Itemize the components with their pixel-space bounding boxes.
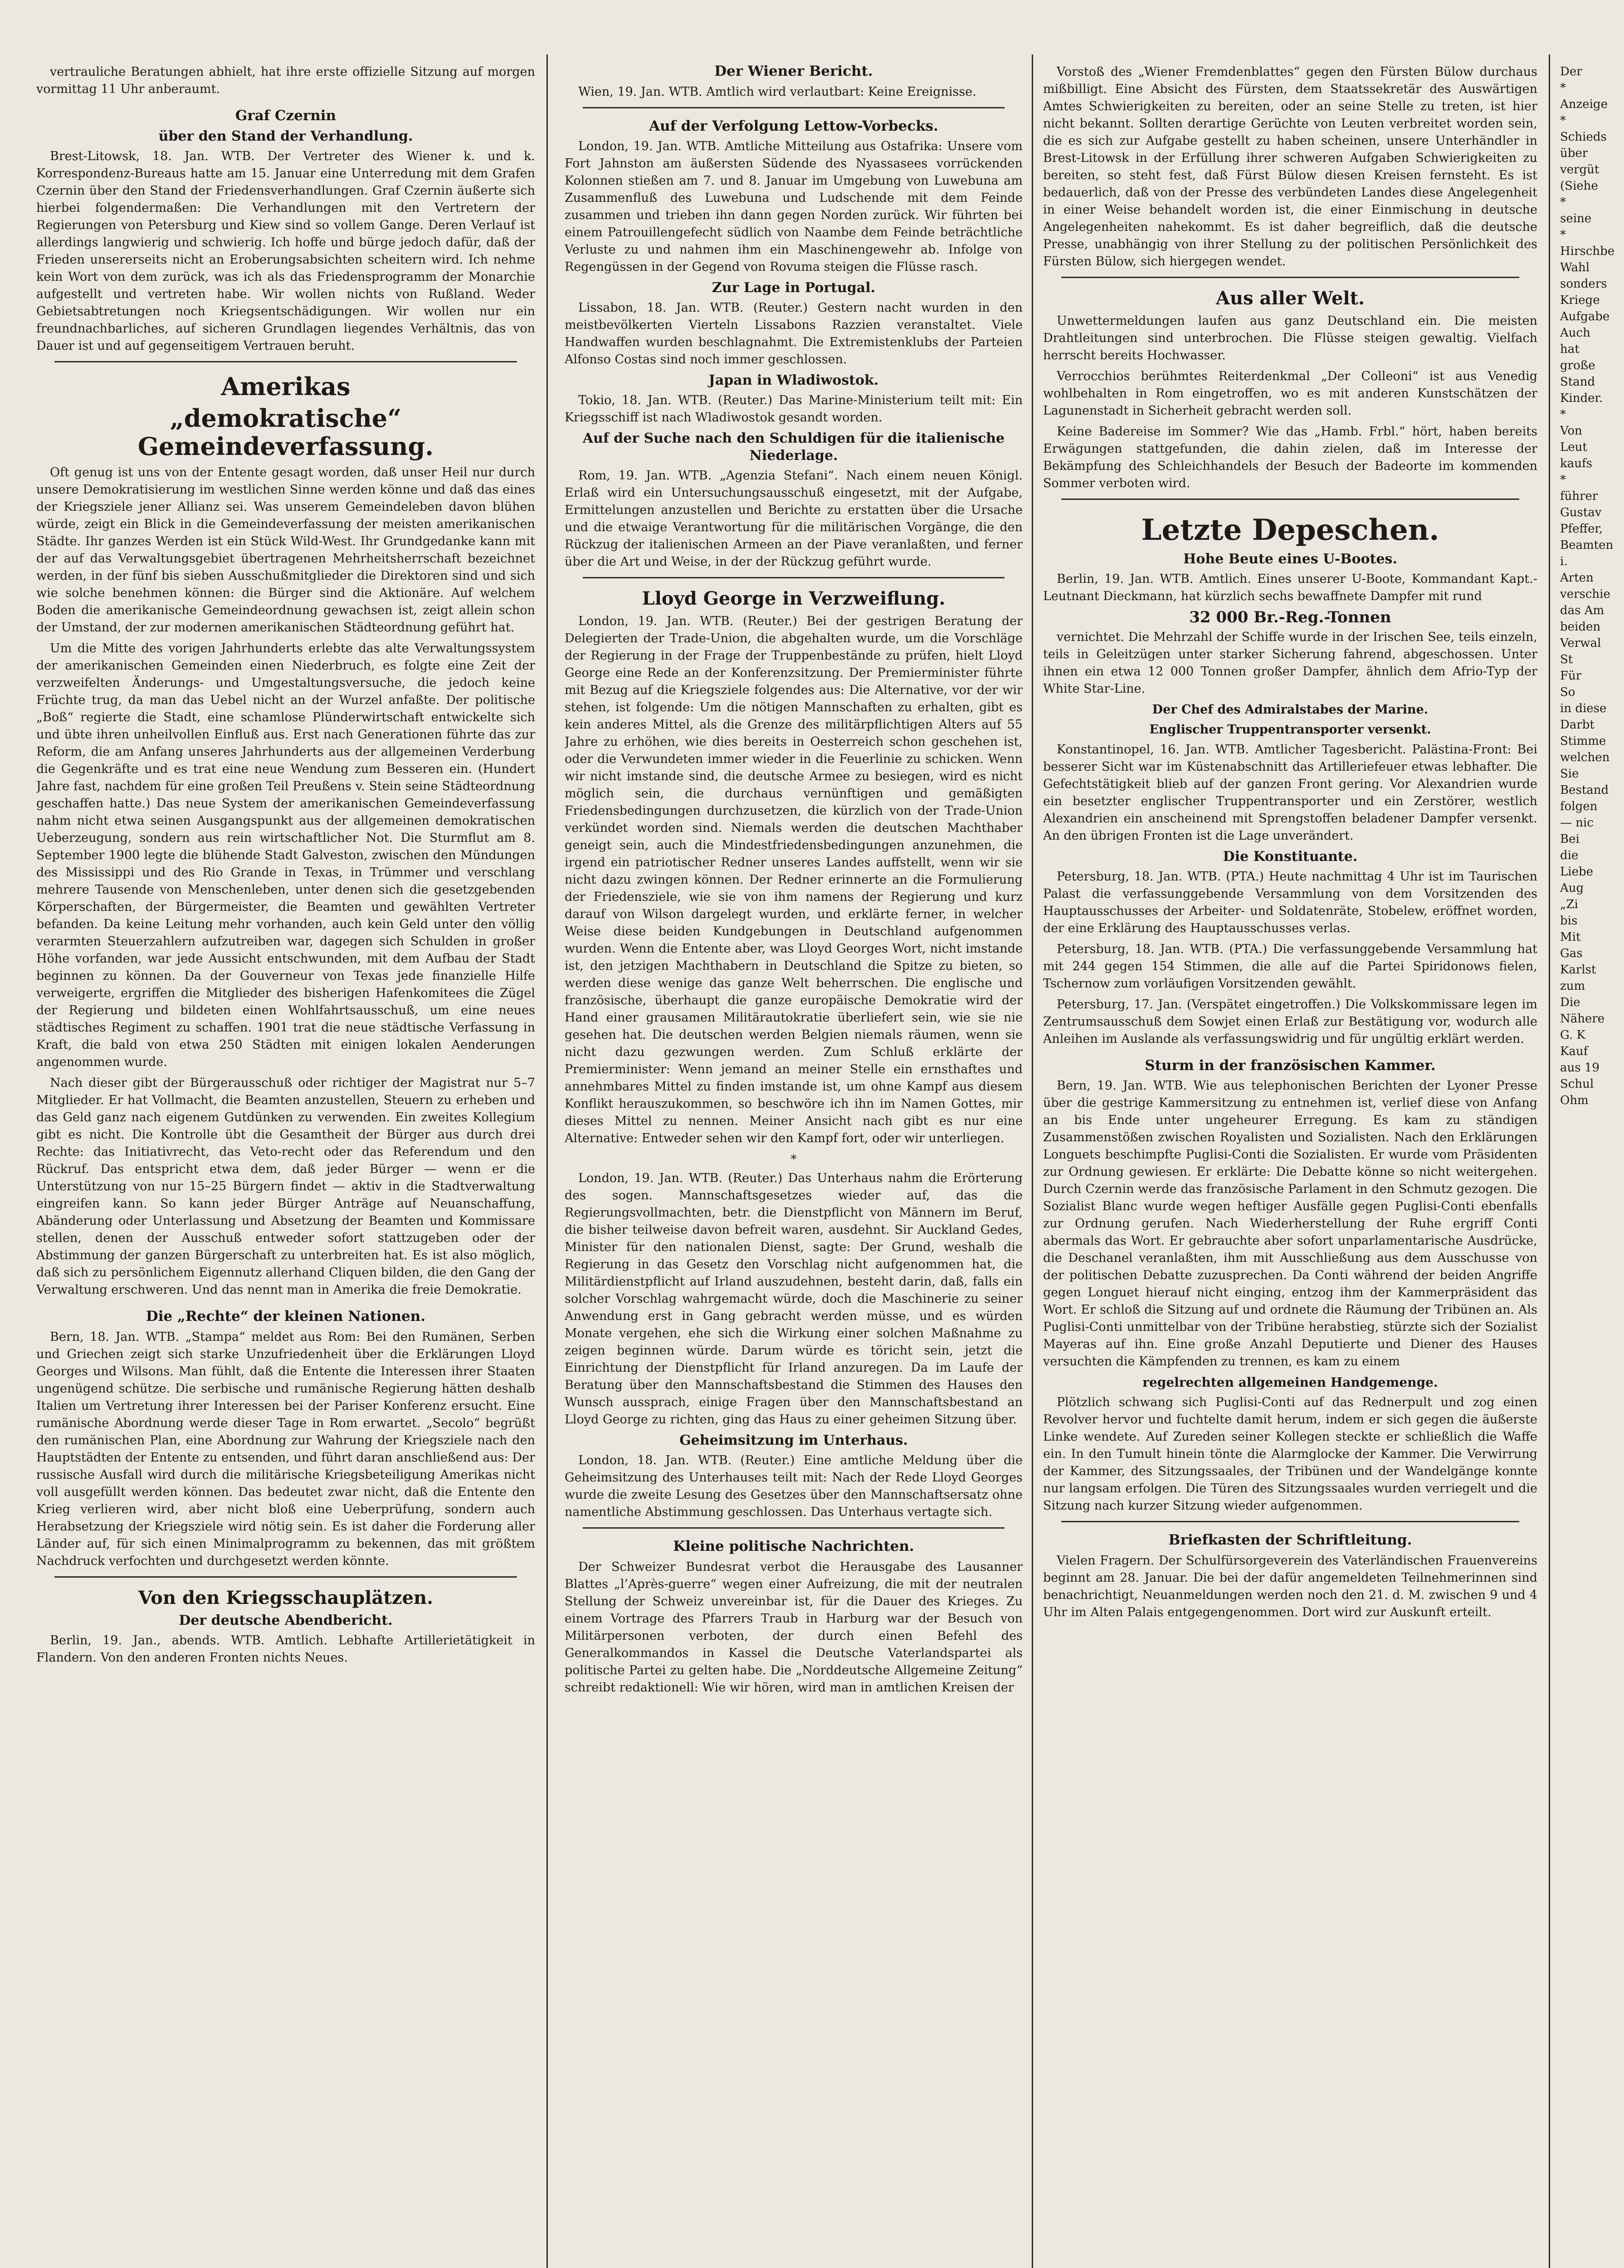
divider (1061, 1521, 1519, 1522)
konst-paragraph-1: Petersburg, 18. Jan. WTB. (PTA.) Heute nachmittag 4 Uhr ist im Taurischen Palast die verfassunggebende Versammlung von dem Vorsitzenden des Hauptausschusses der Arbeiter- und Soldatenräte, Stobelew, eröffnet worden, der eine Erklärung des Hauptausschusses verlas. (1043, 869, 1537, 935)
fragment-line: zum (1560, 979, 1585, 993)
sturm-body: Bern, 19. Jan. WTB. Wie aus telephonischen Berichten der Lyoner Presse über die gestrige Kammersitzung zu entnehmen ist, verlief diese von Anfang an bis Ende unter ungeheurer Erregung. Es kam zu ständigen Zusammenstößen zwischen Royalisten und Sozialisten. Nach den Erklärungen Longuets beschimpfte Puglisi-Conti die Sozialisten. Er wurde vom Präsidenten zur Ordnung gewiesen. Er erklärte: Die Debatte könne so nicht weitergehen. Durch Czernin werde das französische Parlament in den Schmutz gezogen. Die Sozialist Blanc wurde wegen heftiger Ausfälle gegen Puglisi-Conti ebenfalls zur Ordnung gerufen. Nach Wiederherstellung der Ruhe ergriff Conti abermals das Wort. Er gebrauchte aber sofort unparlamentarische Ausdrücke, die Deschanel veranlaßten, ihm mit Ausschließung aus dem Ausschusse von der politischen Debatte zuzusprechen. Da Conti während der beiden Angriffe gegen Longuet hierauf nicht einging, entzog ihm der Kammerpräsident das Wort. Er schloß die Sitzung auf und ordnete die Räumung der Tribünen an. Als Puglisi-Conti unmittelbar von der Tribüne herabstieg, stürzte sich der Sozialist Mayeras auf ihn. Eine große Anzahl Deputierte und Diener des Hauses versuchten die Kämpfenden zu trennen, es kam zu einem (1043, 1079, 1537, 1369)
fragment-line: * (1560, 228, 1566, 242)
fragment-line: das Am (1560, 604, 1604, 617)
divider (1061, 499, 1519, 500)
column-4-fragment (1560, 64, 1624, 2268)
welt-paragraph-3: Keine Badereise im Sommer? Wie das „Hamb. Frbl.“ hört, haben bereits Erwägungen stattgefunden, die dahin zielen, daß im Interesse der Bekämpfung des Schleichhandels der Besuch der Badeorte im kommenden Sommer verboten wird. (1043, 425, 1537, 490)
fragment-line: Kriege (1560, 293, 1600, 307)
lloyd-title: Lloyd George in Verzweiflung. (642, 588, 946, 610)
fragment-line: Ohm (1560, 1094, 1589, 1107)
fragment-line: Karlst (1560, 963, 1596, 977)
schuld-body: Rom, 19. Jan. WTB. „Agenzia Stefani“. Nach einem neuen Königl. Erlaß wird ein Untersuchungsausschuß eingesetzt, mit der Aufgabe, Ermittelungen anzustellen und Berichte zu erstatten über die Ursache und die etwaige Verantwortung für die militärischen Vorgänge, die den Rückzug der italienischen Armeen an der Piave veranlaßten, und ferner über die Art und Weise, in der der Rückzug geführt wurde. (565, 469, 1023, 569)
fragment-line: sonders (1560, 277, 1607, 291)
japan-body: Tokio, 18. Jan. WTB. (Reuter.) Das Marine-Ministerium teilt mit: Ein Kriegsschiff ist nach Wladiwostok gesandt worden. (565, 393, 1023, 425)
fragment-line: St (1560, 653, 1573, 666)
briefkasten-body: Vielen Fragern. Der Schulfürsorgeverein des Vaterländischen Frauenvereins beginnt am 28. Januar. Die bei der dafür angemeldeten Teilnehmerinnen sind benachrichtigt, Neuanmeldungen werden noch den 21. d. M. zwischen 9 und 4 Uhr im Alten Palais entgegengenommen. Dort wird zur Auskunft erteilt. (1043, 1553, 1537, 1619)
fragment-line: Schul (1560, 1077, 1594, 1091)
fragment-line: Mit (1560, 930, 1581, 944)
ubot-signature: Der Chef des Admiralstabes der Marine. (1152, 702, 1429, 717)
fragment-line: Für (1560, 669, 1582, 683)
schuld-title: Auf der Suche nach den Schuldigen für die italienische Niederlage. (582, 430, 1005, 464)
fragment-line: Kauf (1560, 1045, 1588, 1058)
rechte-title: Die „Rechte“ der kleinen Nationen. (146, 1308, 426, 1325)
fragment-line: Stand (1560, 375, 1595, 389)
japan-title: Japan in Wladiwostok. (708, 372, 879, 389)
fragment-line: Leut (1560, 440, 1587, 454)
amerika-paragraph-2: Um die Mitte des vorigen Jahrhunderts erlebte das alte Verwaltungssystem der amerikanischen Gemeinden einen Niederbruch, es folgte eine Zeit der verzweifelten Änderungs- und Umgestaltungsversuche, die jedoch keine Früchte trug, da man das Uebel nicht an der Wurzel anfaßte. Der politische „Boß“ regierte die Stadt, eine schamlose Plünderwirtschaft entwickelte sich und übte ihren unheilvollen Einfluß aus. Erst nach Generationen führte das zur Reform, die am Anfang unseres Jahrhunderts aus der allgemeinen Verderbung die Gegenkräfte und es trat eine neue Wendung zum Besseren ein. (Hundert Jahre fast, nachdem für eine großen Teil Preußens v. Stein seine Städteordnung geschaffen hatte.) Das neue System der amerikanischen Gemeindeverfassung nahm nicht etwa seinen Ausgangspunkt aus der allgemeinen demokratischen Ueberzeugung, sondern aus rein wirtschaftlicher Not. Die Sturmflut am 8. September 1900 legte die blühende Stadt Galveston, zwischen den Mündungen des Mississippi und des Rio Grande in Texas, in Trümmer und verschlang mehrere Tausende von Menschenleben, unter denen sich die gesetzgebenden Körperschaften, der Bürgermeister, die Beamten und gewählten Vertreter befanden. Da keine Leitung mehr vorhanden, auch kein Geld unter den völlig verarmten Steuerzahlern aufzutreiben war, dagegen sich Schulden in großer Höhe vorfanden, war jede Aussicht entschwunden, mit dem Aufbau der Stadt beginnen zu können. Da der Gouverneur von Texas jede finanzielle Hilfe verweigerte, ergriffen die Mitglieder des bisherigen Hafenkomitees die Zügel der Regierung und bildeten einen Wohlfahrtsausschuß, um eine neues städtisches Regiment zu schaffen. 1901 trat die neue städtische Verfassung in Kraft, die bald von etwa 250 Städten mit einigen lokalen Aenderungen angenommen wurde. (36, 641, 535, 1069)
welt-title: Aus aller Welt. (1215, 288, 1365, 309)
fragment-line: Bei (1560, 832, 1580, 846)
fragment-line: beiden (1560, 620, 1601, 634)
fragment-line: die (1560, 849, 1579, 862)
fragment-line: Stimme (1560, 734, 1606, 748)
welt-paragraph-2: Verrocchios berühmtes Reiterdenkmal „Der Colleoni“ ist aus Venedig wohlbehalten in Rom eingetroffen, wo es mit anderen Kunstschätzen der Lagunenstadt in Sicherheit gebracht werden soll. (1043, 369, 1537, 418)
fragment-line: (Siehe (1560, 179, 1598, 193)
fragment-line: große (1560, 359, 1595, 372)
amerika-title-1: Amerikas (221, 371, 351, 401)
fragment-line: Verwal (1560, 636, 1601, 650)
welt-paragraph-1: Unwettermeldungen laufen aus ganz Deutschland ein. Die meisten Drahtleitungen sind unterbrochen. Die Flüsse steigen gewaltig. Vielfach herrscht bereits Hochwasser. (1043, 314, 1537, 362)
konst-paragraph-3: Petersburg, 17. Jan. (Verspätet eingetroffen.) Die Volkskommissare legen im Zentrumsausschuß dem Sowjet einen Erlaß zur Bestätigung vor, wodurch alle Anleihen im Auslande als verfassungswidrig und für ungültig erklärt werden. (1043, 997, 1537, 1046)
konst-title: Die Konstituante. (1223, 848, 1358, 865)
abendbericht-subtitle: Der deutsche Abendbericht. (179, 1612, 393, 1628)
rechte-body: Bern, 18. Jan. WTB. „Stampa“ meldet aus Rom: Bei den Rumänen, Serben und Griechen zeigt sich starke Unzufriedenheit über die Erklärungen Lloyd Georges und Wilsons. Man fühlt, daß die Entente die Interessen ihrer Staaten ungenügend schütze. Die serbische und rumänische Regierung hätten deshalb Italien um Vertretung ihrer Interessen bei der Pariser Konferenz ersucht. Eine rumänische Abordnung werde dieser Tage in Rom erwartet. „Secolo“ begrüßt den rumänischen Plan, eine Abordnung zur Wahrung der Kriegsziele nach den Hauptstädten der Entente zu entsenden, und führt daran anschließend aus: Der russische Ausfall wird durch die militärische Kriegsbeteiligung Amerikas nicht voll ausgefüllt werden können. Das bedeutet zwar nicht, daß die Entente den Krieg verlieren wird, aber nicht bloß eine Ueberprüfung, sondern auch Herabsetzung der Kriegsziele wird nötig sein. Es ist daher die Forderung aller Länder auf, für sich einen Minimalprogramm zu bekennen, das mit größtem Nachdruck verfochten und durchgesetzt werden könnte. (36, 1330, 535, 1568)
wiener-body: Wien, 19. Jan. WTB. Amtlich wird verlautbart: Keine Ereignisse. (578, 84, 976, 99)
intro-text: vertrauliche Beratungen abhielt, hat ihre erste offizielle Sitzung auf morgen vormittag 11 Uhr anberaumt. (36, 65, 535, 96)
fragment-line: — nic (1560, 816, 1594, 830)
fragment-line: folgen (1560, 800, 1598, 813)
kriegsschauplaetze-title: Von den Kriegsschauplätzen. (138, 1587, 434, 1608)
fragment-line: Darbt (1560, 718, 1595, 732)
column-2 (565, 64, 1023, 2268)
fragment-line: Liebe (1560, 865, 1593, 879)
depeschen-title: Letzte Depeschen. (1141, 513, 1439, 547)
fragment-line: verschie (1560, 587, 1610, 601)
sturm-title: Sturm in der französischen Kammer. (1145, 1057, 1436, 1074)
fragment-line: So (1560, 685, 1575, 699)
czernin-body: Brest-Litowsk, 18. Jan. WTB. Der Vertreter des Wiener k. und k. Korrespondenz-Bureaus hatte am 15. Januar eine Unterredung mit dem Grafen Czernin über den Stand der Friedensverhandlungen. Graf Czernin äußerte sich hierbei folgendermaßen: Die Verhandlungen mit den Vertretern der Regierungen von Petersburg und Kiew sind so vollem Gange. Deren Verlauf ist allerdings langwierig und schwierig. Ich hoffe und bürge jedoch dafür, daß der Frieden unsererseits nicht an Eroberungsabsichten scheitern wird. Ich nehme kein Wort von dem zurück, was ich als das Friedensprogramm der Monarchie aufgestellt und vertreten habe. Wir wollen nichts von Rußland. Weder Gebietsabtretungen noch Kriegsentschädigungen. Wir wollen nur ein freundnachbarliches, auf sicheren Grundlagen liegendes Verhältnis, das von Dauer ist und auf gegenseitigem Vertrauen beruht. (36, 149, 535, 353)
ubot-body: Berlin, 19. Jan. WTB. Amtlich. Eines unserer U-Boote, Kommandant Kapt.-Leutnant Dieckmann, hat kürzlich sechs bewaffnete Dampfer mit rund (1043, 572, 1537, 603)
kleine-title: Kleine politische Nachrichten. (673, 1538, 914, 1555)
fragment-line: Der (1560, 65, 1582, 78)
kleine-body: Der Schweizer Bundesrat verbot die Herausgabe des Lausanner Blattes „l’Après-guerre“ wegen einer Aufreizung, die mit der neutralen Stellung der Schweiz unvereinbar ist, für die Dauer des Krieges. Zu einem Vortrage des Pfarrers Traub in Harburg war der Besuch von Militärpersonen verboten, der durch einen Befehl des Generalkommandos in Kassel die Deutsche Vaterlandspartei als politische Partei zu gelten habe. Die „Norddeutsche Allgemeine Zeitung“ schreibt redaktionell: Wie wir hören, wird man in amtlichen Kreisen der (565, 1559, 1023, 1695)
lloyd-paragraph-1: London, 19. Jan. WTB. (Reuter.) Bei der gestrigen Beratung der Delegierten der Trade-Union, die abgehalten wurde, um die Vorschläge der Regierung in der Frage der Truppenbestände zu prüfen, hielt Lloyd George eine Rede an der Konferenzsitzung. Der Premierminister führte mit Bezug auf die Kriegsziele folgendes aus: Die Alternative, vor der wir stehen, ist folgende: Um die nötigen Mannschaften zu erhalten, gibt es kein anderes Mittel, als die Grenze des militärpflichtigen Alters auf 55 Jahre zu erhöhen, wie dies bereits in Oesterreich schon geschehen ist, oder die Verwundeten immer wieder in die Feuerlinie zu schicken. Wenn wir nicht imstande sind, die deutsche Armee zu besiegen, wird es nicht möglich sein, die durchaus vernünftigen und gemäßigten Friedensbedingungen durchzusetzen, die kürzlich von der Trade-Union verkündet worden sind. Niemals werden die deutschen Machthaber geneigt sein, auch die Mindestfriedensbedingungen anzunehmen, die irgend ein patriotischer Redner unseres Landes auffstellt, wenn wir sie nicht dazu zwingen können. Der Redner erinnerte an die Formulierung der Friedensziele, wie sie von ihm namens der Regierung und kurz darauf von Wilson dargelegt wurden, und erklärte ferner, in welcher Weise diese beiden Kundgebungen in Deutschland aufgenommen wurden. Wenn die Entente aber, was Lloyd Georges Wort, nicht imstande ist, den jetzigen Machthabern in Deutschland die Spitze zu bieten, so werden diese wenige das ganze Welt beherrschen. Die englische und französische, überhaupt die ganze europäische Demokratie wird der Hand einer grausamen Militärautokratie überliefert sein, wie sie nie gesehen hat. Die deutschen werden Belgien niemals räumen, wenn sie nicht dazu gezwungen werden. Zum Schluß erklärte der Premierminister: Wenn jemand an meiner Stelle ein ernsthaftes und annehmbares Mittel zu finden imstande ist, um ohne Kampf aus diesem Konflikt herauszukommen, so beschwöre ich ihn im Namen Gottes, mir dieses Mittel zu nennen. Meiner Ansicht nach gibt es nur eine Alternative: Entweder sehen wir den Kampf fort, oder wir unterliegen. (565, 614, 1023, 1146)
column-3 (1043, 64, 1537, 2268)
sturm-body-3: Plötzlich schwang sich Puglisi-Conti auf das Rednerpult und zog einen Revolver hervor und fuchtelte damit herum, indem er sich gegen die äußerste Linke wendete. Auf Zureden seiner Kollegen steckte er schließlich die Waffe ein. In den Tumult hinein tönte die Alarmglocke der Kammer. Die Verwirrung der Kammer, des Sitzungssaales, der Tribünen und der Wandelgänge konnte nur langsam erfolgen. Die Türen des Sitzungssaales wurden verriegelt und die Sitzung nach kurzer Sitzung wieder aufgenommen. (1043, 1395, 1537, 1513)
lettow-body: London, 19. Jan. WTB. Amtliche Mitteilung aus Ostafrika: Unsere vom Fort Jahnston am äußersten Südende des Nyassasees vorrückenden Kolonnen stießen am 7. und 8. Januar im Umgebung von Luwebuna am Zusammenfluß des Luwebuna und Ludschende mit dem Feinde zusammen und trieben ihn dann gegen Norden zurück. Wir führten bei einem Patrouillengefecht südlich von Naambe dem Feinde beträchtliche Verluste zu und nahmen ihm ein Maschinengewehr ab. Infolge von Regengüssen in der Gegend von Rovuma steigen die Flüsse rasch. (565, 139, 1023, 274)
fragment-line: Auch (1560, 326, 1590, 340)
amerika-paragraph-1: Oft genug ist uns von der Entente gesagt worden, daß unser Heil nur durch unsere Demokratisierung im westlichen Sinne werden könne und daß das eines der Kriegsziele jener Allianz sei. Was unserem Gemeindeleben davon blühen würde, zeigt ein Blick in die Gemeindeverfassung der meisten amerikanischen Städte. Ihr ganzes Werden ist ein Stück Wild-West. Ihr Grundgedanke kann mit der auf das Verwaltungsgebiet übertragenen Mehrheitsherrschaft bezeichnet werden, in der fünf bis sieben Ausschußmitglieder die Direktoren sind und sich wie solche benehmen können: die Bürger sind die Aktionäre. Auf welchem Boden die amerikanische Gemeindeordnung gewachsen ist, zeigt allein schon der Umstand, der zur modernen amerikanischen Städteordnung geführt hat. (36, 465, 535, 635)
divider (54, 1576, 517, 1578)
fragment-line: Schieds (1560, 130, 1607, 144)
amerika-title-2: „demokratische“ Gemeindeverfassung. (137, 403, 434, 461)
fragment-line: bis (1560, 914, 1578, 928)
fragment-line: Nähere (1560, 1012, 1605, 1026)
fragment-line: Hirschbe (1560, 244, 1615, 258)
fragment-line: in diese (1560, 702, 1607, 715)
fragment-line: Wahl (1560, 261, 1590, 274)
fragment-line: Pfeffer, (1560, 522, 1603, 536)
ubot-tonnage: 32 000 Br.-Reg.-Tonnen (1189, 608, 1391, 626)
fragment-line: i. (1560, 555, 1568, 568)
briefkasten-title: Briefkasten der Schriftleitung. (1168, 1532, 1412, 1549)
amerika-paragraph-3: Nach dieser gibt der Bürgerausschuß oder richtiger der Magistrat nur 5–7 Mitglieder. Er hat Vollmacht, die Beamten anzustellen, Steuern zu erheben und das Geld ganz nach eigenem Gutdünken zu verwenden. Ein zweites Kollegium gibt es nicht. Die Kontrolle übt die Gesamtheit der Bürger aus durch drei Rechte: das Initiativrecht, das Veto-recht oder das Referendum und den Rückruf. Das entspricht etwa dem, daß jeder Bürger — wenn er die Unterstützung von nur 15–25 Bürgern findet — aktiv in die Stadtverwaltung eingreifen kann. So kann jeder Bürger Anträge auf Neuanschaffung, Abänderung oder Unterlassung und Absetzung der Beamten und Kommissare stellen, denen der Ausschuß entweder sofort stattzugeben oder der Abstimmung der ganzen Bürgerschaft zu unterbreiten hat. Es ist also möglich, daß sich zu persönlichem Eigennutz allerhand Cliquen bilden, die den Gang der Verwaltung erschweren. Und das nennt man in Amerika die freie Demokratie. (36, 1075, 535, 1297)
fragment-line: Gas (1560, 947, 1583, 960)
fragment-line: führer (1560, 489, 1598, 503)
fragment-line: „Zi (1560, 898, 1578, 911)
lettow-title: Auf der Verfolgung Lettow-Vorbecks. (649, 117, 938, 134)
column-rule (546, 54, 548, 2268)
fragment-line: * (1560, 81, 1566, 95)
fragment-line: Die (1560, 996, 1580, 1009)
engl-body: Konstantinopel, 16. Jan. WTB. Amtlicher Tagesbericht. Palästina-Front: Bei besserer Sicht war im Küstenabschnitt das Artilleriefeuer etwas lebhafter. Die Gefechtstätigkeit blieb auf der ganzen Front gering. Vor Alexandrien wurde ein besetzter englischer Truppentransporter und ein Zerstörer, westlich Alexandrien ein anscheinend mit Sprengstoffen beladener Dampfer versenkt. An den übrigen Fronten ist die Lage unverändert. (1043, 742, 1537, 843)
fragment-line: Aug (1560, 881, 1584, 895)
fragment-line: * (1560, 408, 1566, 421)
fragment-line: aus 19 (1560, 1061, 1600, 1075)
fragment-line: Beamten (1560, 538, 1614, 552)
fragment-line: Anzeige (1560, 98, 1608, 111)
fragment-line: Von (1560, 424, 1582, 438)
czernin-title: Graf Czernin (235, 108, 337, 124)
konst-paragraph-2: Petersburg, 18. Jan. WTB. (PTA.) Die verfassunggebende Versammlung hat mit 244 gegen 154 Stimmen, die alle auf die Partei Spiridonows fielen, Tschernow zum vorläufigen Vorsitzenden gewählt. (1043, 942, 1537, 991)
divider (583, 1527, 1005, 1529)
fragment-line: seine (1560, 212, 1592, 225)
ubot-title: Hohe Beute eines U-Bootes. (1183, 551, 1397, 567)
geheim-body: London, 18. Jan. WTB. (Reuter.) Eine amtliche Meldung über die Geheimsitzung des Unterhauses teilt mit: Nach der Rede Lloyd Georges wurde die zweite Lesung des Gesetzes über den Mannschaftsersatz ohne namentliche Abstimmung geschlossen. Das Unterhaus vertagte sich. (565, 1453, 1023, 1520)
fragment-line: Gustav (1560, 506, 1602, 519)
abendbericht-body: Berlin, 19. Jan., abends. WTB. Amtlich. Lebhafte Artillerietätigkeit in Flandern. Von den anderen Fronten nichts Neues. (36, 1633, 535, 1665)
portugal-title: Zur Lage in Portugal. (712, 280, 876, 296)
fragment-line: Kinder. (1560, 391, 1603, 405)
column-1 (36, 64, 535, 2268)
divider (583, 577, 1005, 578)
wiener-title: Der Wiener Bericht. (714, 64, 873, 79)
fragment-line: Arten (1560, 571, 1594, 585)
fragment-line: hat (1560, 342, 1580, 356)
fragment-line: * (1560, 114, 1566, 127)
fragment-line: vergüt (1560, 163, 1600, 176)
fragment-line: G. K (1560, 1028, 1585, 1042)
engl-title: Englischer Truppentransporter versenkt. (1149, 722, 1431, 737)
fragment-line: * (1560, 473, 1566, 487)
divider (1061, 277, 1519, 278)
bulow-body: Vorstoß des „Wiener Fremdenblattes“ gegen den Fürsten Bülow durchaus mißbilligt. Eine Absicht des Fürsten, dem Staatssekretär des Auswärtigen Amtes Schwierigkeiten zu bereiten, oder an seine Stelle zu treten, ist hier nicht bekannt. Sollten derartige Gerüchte von Leuten verbreitet worden sein, die es sich zur Aufgabe gestellt zu haben scheinen, unsere Unterhändler in Brest-Litowsk in der Erfüllung ihrer schweren Aufgaben Schwierigkeiten zu bereiten, so steht fest, daß Fürst Bülow diesen Kreisen fernsteht. Es ist bedauerlich, daß von der Presse des verbündeten Landes diese Angelegenheit in einer Weise behandelt worden ist, die einer Einmischung in deutsche Angelegenheiten nahekommt. Es ist daher begreiflich, daß die deutsche Presse, unabhängig von ihrer Stellung zu der politischen Persönlichkeit des Fürsten Bülow, sich hiergegen wendet. (1043, 65, 1537, 269)
divider (54, 361, 517, 362)
sturm-handgemenge: regelrechten allgemeinen Handgemenge. (1142, 1375, 1438, 1390)
column-rule (1549, 54, 1550, 2268)
fragment-line: Sie (1560, 767, 1579, 781)
lloyd-paragraph-2: London, 19. Jan. WTB. (Reuter.) Das Unterhaus nahm die Erörterung des sogen. Mannschaftsgesetzes wieder auf, das die Regierungsvollmachten, betr. die Dienstpflicht von Männern im Beruf, die bisher teilweise davon befreit waren, ausdehnt. Sir Auckland Gedes, Minister für den nationalen Dienst, sagte: Der Grund, weshalb die Regierung in das Gesetz den Vorschlag nicht aufgenommen hat, die Militärdienstpflicht auf Irland auszudehnen, besteht darin, daß, falls ein solcher Vorschlag wahrgemacht würde, doch die Maschinerie zu seiner Anwendung erst in Gang gebracht werden müsse, und es würden Monate vergehen, ehe sich die Wirkung einer solchen Maßnahme zu zeigen beginnen würde. Darum würde es töricht sein, jetzt die Einrichtung der Dienstpflicht für Irland anzuregen. Da im Laufe der Beratung über den Mannschaftsbestand die Stimmen des Hauses den Wunsch aussprach, einige Fragen über den Mannschaftsbestand an Lloyd George zu richten, ging das Haus zu einer geheimen Sitzung über. (565, 1171, 1023, 1427)
fragment-line: Aufgabe (1560, 310, 1610, 323)
geheim-title: Geheimsitzung im Unterhaus. (679, 1432, 908, 1449)
fragment-lines (1560, 64, 1624, 1109)
portugal-body: Lissabon, 18. Jan. WTB. (Reuter.) Gestern nacht wurden in den meistbevölkerten Vierteln Lissabons Razzien veranstaltet. Viele Handwaffen wurden beschlagnahmt. Die Extremistenklubs der Parteien Alfonso Costas sind noch immer geschlossen. (565, 301, 1023, 367)
fragment-line: * (1560, 196, 1566, 209)
czernin-subtitle: über den Stand der Verhandlung. (158, 128, 413, 144)
fragment-line: über (1560, 147, 1588, 160)
ubot-body-2: vernichtet. Die Mehrzahl der Schiffe wurde in der Irischen See, teils einzeln, teils in Geleitzügen unter starker Sicherung fahrend, abgeschossen. Unter ihnen ein etwa 12 000 Tonnen großer Dampfer, ähnlich dem Afrio-Typ der White Star-Line. (1043, 630, 1537, 696)
fragment-line: Bestand (1560, 783, 1609, 797)
fragment-line: kaufs (1560, 457, 1592, 470)
column-rule (1032, 54, 1033, 2268)
divider (583, 107, 1005, 108)
separator-star: * (790, 1153, 797, 1167)
fragment-line: welchen (1560, 751, 1610, 764)
